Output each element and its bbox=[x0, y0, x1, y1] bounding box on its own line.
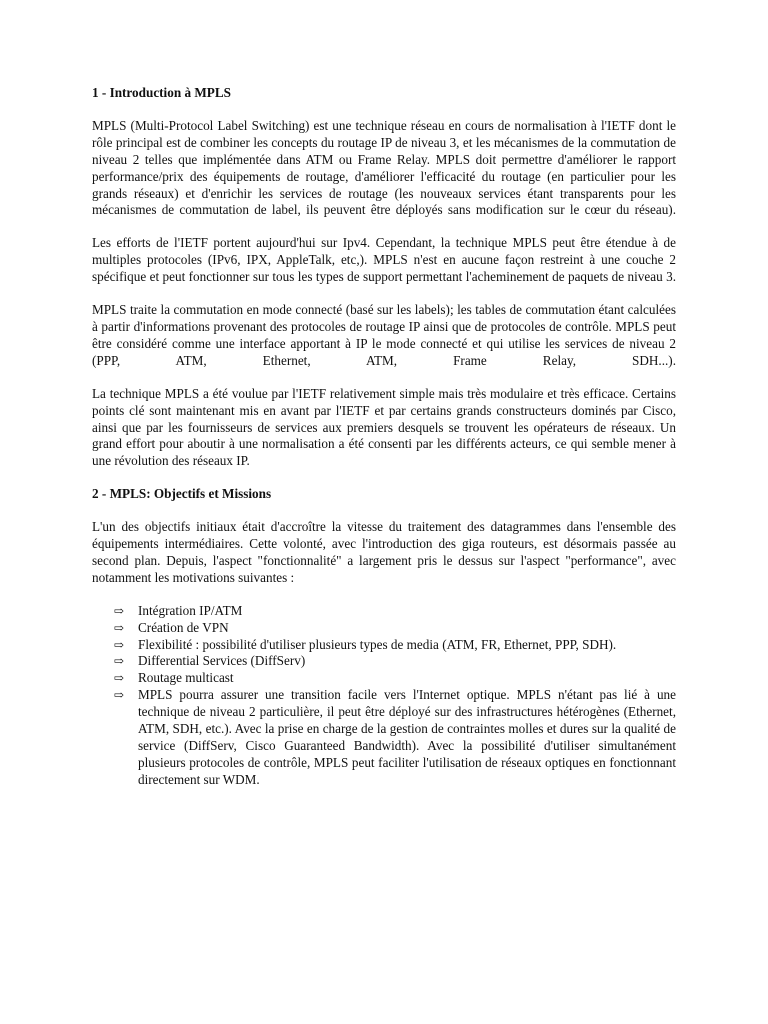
list-item-text: Differential Services (DiffServ) bbox=[138, 653, 306, 669]
arrow-bullet-icon: ⇨ bbox=[114, 637, 125, 652]
list-item bbox=[114, 636, 676, 654]
list-item bbox=[114, 687, 676, 788]
list-item-text: Flexibilité : possibilité d'utiliser plusieurs types de media (ATM, FR, Ethernet, PPP, SDH). bbox=[138, 636, 617, 652]
list-item-text: Routage multicast bbox=[138, 670, 234, 686]
motivations-list bbox=[92, 603, 676, 789]
list-item bbox=[114, 653, 676, 670]
list-item bbox=[114, 619, 676, 637]
section-1-paragraph: MPLS traite la commutation en mode connecté (basé sur les labels); les tables de commutation étant calculées à partir d'informations provenant des protocoles de routage IP ainsi que de protocoles de contrôle. MPLS peut être considéré comme une interface apportant à IP le mode connecté et qui utilise les services de niveau 2 (PPP, ATM, Ethernet, ATM, Frame Relay, SDH...). bbox=[92, 302, 676, 368]
arrow-bullet-icon: ⇨ bbox=[114, 688, 125, 703]
arrow-bullet-icon: ⇨ bbox=[114, 603, 125, 618]
list-item bbox=[114, 670, 676, 687]
arrow-bullet-icon: ⇨ bbox=[114, 654, 125, 669]
list-item-text: Création de VPN bbox=[138, 619, 229, 635]
list-item-text: Intégration IP/ATM bbox=[138, 602, 243, 618]
section-1-paragraph: La technique MPLS a été voulue par l'IETF relativement simple mais très modulaire et très efficace. Certains points clé sont maintenant mis en avant par l'IETF et par certains grands constructeurs dominés par Cisco, ainsi que par les fournisseurs de services aux premiers desquels se trouvent les opérateurs de réseaux. Un grand effort pour aboutir à une normalisation a été consenti par les différents acteurs, ce qui semble mener à une révolution des réseaux IP. bbox=[92, 385, 676, 469]
document-page bbox=[92, 85, 676, 789]
section-1-paragraph: Les efforts de l'IETF portent aujourd'hui sur Ipv4. Cependant, la technique MPLS peut être étendue à de multiples protocoles (IPv6, IPX, AppleTalk, etc,). MPLS n'est en aucune façon restreint à une couche 2 spécifique et peut fonctionner sur tous les types de support permettant l'acheminement de paquets de niveau 3. bbox=[92, 235, 676, 285]
list-item-text: MPLS pourra assurer une transition facile vers l'Internet optique. MPLS n'étant pas lié à une technique de niveau 2 particulière, il peut être déployé sur des infrastructures hétérogènes (Ethernet, ATM, SDH, etc.). Avec la prise en charge de la gestion de contraintes molles et dures sur la qualité de service (DiffServ, Cisco Guaranteed Bandwidth). Avec la possibilité d'utiliser simultanément plusieurs protocoles de contrôle, MPLS peut faciliter l'utilisation de réseaux optiques en fonctionnant directement sur WDM. bbox=[138, 687, 676, 787]
arrow-bullet-icon: ⇨ bbox=[114, 620, 125, 635]
section-2-paragraph: L'un des objectifs initiaux était d'accroître la vitesse du traitement des datagrammes dans l'ensemble des équipements intermédiaires. Cette volonté, avec l'introduction des giga routeurs, est désormais passée au second plan. Depuis, l'aspect "fonctionnalité" a largement pris le dessus sur l'aspect "performance", avec notamment les motivations suivantes : bbox=[92, 519, 676, 585]
list-item bbox=[114, 602, 676, 620]
section-1-heading: 1 - Introduction à MPLS bbox=[92, 85, 231, 100]
section-1-paragraph: MPLS (Multi-Protocol Label Switching) est une technique réseau en cours de normalisation à l'IETF dont le rôle principal est de combiner les concepts du routage IP de niveau 3, et les mécanismes de la commutation de niveau 2 telles que implémentée dans ATM ou Frame Relay. MPLS doit permettre d'améliorer le rapport performance/prix des équipements de routage, d'améliorer l'efficacité du routage (en particulier pour les grands réseaux) et d'enrichir les services de routage (les nouveaux services étant transparents pour les mécanismes de commutation de label, ils peuvent être déployés sans modification sur le cœur du réseau). bbox=[92, 117, 676, 218]
arrow-bullet-icon: ⇨ bbox=[114, 671, 125, 686]
section-2-heading: 2 - MPLS: Objectifs et Missions bbox=[92, 486, 272, 502]
